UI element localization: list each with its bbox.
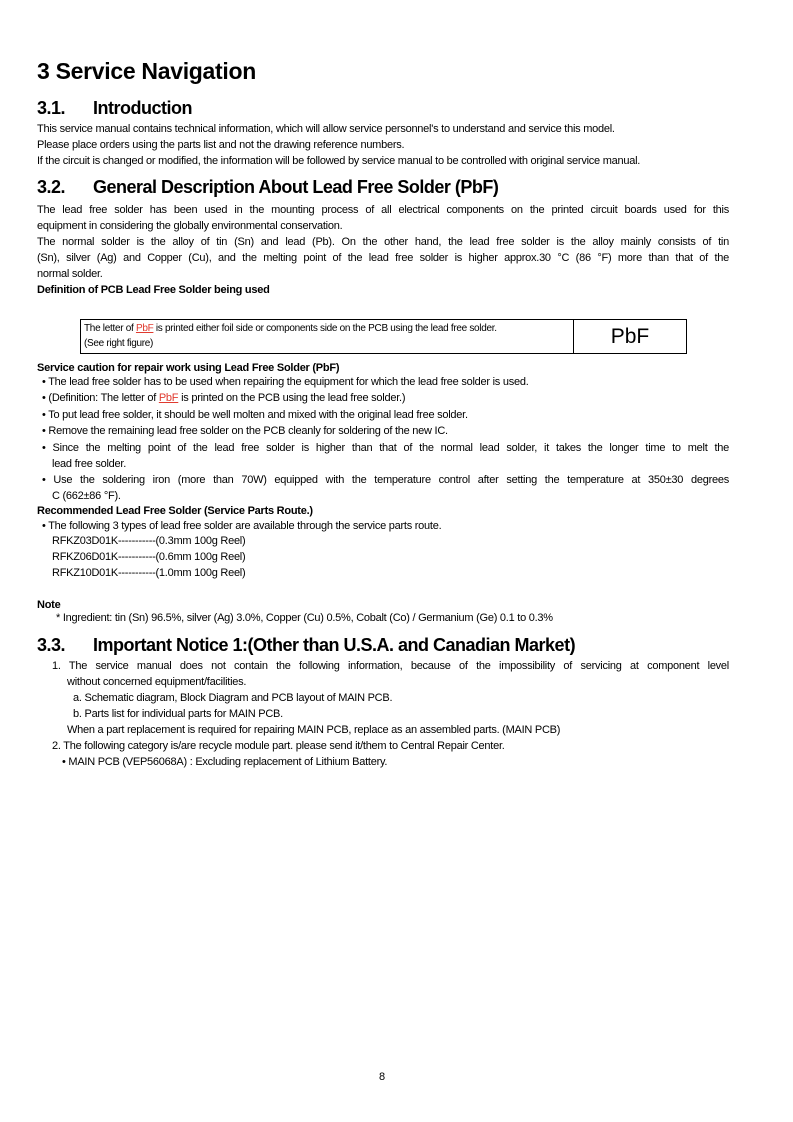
note-heading: Note (37, 599, 61, 611)
note-text: * Ingredient: tin (Sn) 96.5%, silver (Ag) 3.0%, Copper (Cu) 0.5%, Cobalt (Co) / Germanium (Ge) 0.1 to 0.3% (56, 612, 553, 624)
caution-item-cont: lead free solder. (52, 458, 127, 470)
section-title: Introduction (93, 98, 192, 118)
intro-line: This service manual contains technical information, which will allow service personnel's to understand and service this model. (37, 123, 615, 135)
part-item: RFKZ03D01K-----------(0.3mm 100g Reel) (52, 535, 246, 547)
definition-heading: Definition of PCB Lead Free Solder being used (37, 284, 270, 296)
caution-item: • The lead free solder has to be used when repairing the equipment for which the lead free solder is used. (42, 376, 529, 388)
intro-line: Please place orders using the parts list and not the drawing reference numbers. (37, 139, 405, 151)
text: is printed on the PCB using the lead free solder.) (178, 392, 406, 404)
section-title: Important Notice 1:(Other than U.S.A. and Canadian Market) (93, 635, 576, 655)
pbf-box-text (84, 321, 497, 351)
page-number: 8 (379, 1071, 386, 1083)
section-heading-lead-free (37, 176, 498, 198)
text: The letter of (84, 323, 136, 334)
section-title: General Description About Lead Free Solder (PbF) (93, 177, 499, 197)
caution-heading: Service caution for repair work using Lead Free Solder (PbF) (37, 362, 340, 374)
page-title: 3 Service Navigation (37, 58, 256, 84)
recommended-intro: • The following 3 types of lead free solder are available through the service parts route. (42, 520, 442, 532)
caution-item: • Use the soldering iron (more than 70W) equipped with the temperature control after setting the temperature at 350±30 degrees (42, 474, 729, 486)
pbf-logo: PbF (610, 325, 650, 348)
pbf-mark: PbF (135, 323, 154, 334)
caution-item-cont: C (662±86 °F). (52, 490, 121, 502)
notice-line: without concerned equipment/facilities. (67, 676, 247, 688)
notice-line: a. Schematic diagram, Block Diagram and PCB layout of MAIN PCB. (73, 692, 393, 704)
section-number: 3.3. (37, 635, 66, 655)
recommended-heading: Recommended Lead Free Solder (Service Parts Route.) (37, 505, 313, 517)
intro-line: If the circuit is changed or modified, the information will be followed by service manual to be controlled with original service manual. (37, 155, 641, 167)
section-heading-important-notice (37, 634, 575, 656)
section-number: 3.2. (37, 177, 66, 197)
part-item: RFKZ06D01K-----------(0.6mm 100g Reel) (52, 551, 246, 563)
paragraph-line: (Sn), silver (Ag) and Copper (Cu), and the melting point of the lead free solder is higher approx.30 °C (86 °F) more than that of the (37, 252, 729, 264)
text: • (Definition: The letter of (42, 392, 159, 404)
section-heading-introduction (37, 97, 192, 119)
text: (See right figure) (84, 338, 154, 349)
caution-item: • Remove the remaining lead free solder on the PCB cleanly for soldering of the new IC. (42, 425, 448, 437)
notice-line: • MAIN PCB (VEP56068A) : Excluding replacement of Lithium Battery. (62, 756, 388, 768)
paragraph-line: The lead free solder has been used in the mounting process of all electrical components on the printed circuit boards used for this (37, 204, 729, 216)
caution-item: • To put lead free solder, it should be well molten and mixed with the original lead free solder. (42, 409, 468, 421)
paragraph-line: equipment in considering the globally environmental conservation. (37, 220, 343, 232)
caution-item (42, 391, 405, 405)
notice-line: 2. The following category is/are recycle module part. please send it/them to Central Repair Center. (52, 740, 505, 752)
part-item: RFKZ10D01K-----------(1.0mm 100g Reel) (52, 567, 246, 579)
notice-line: When a part replacement is required for repairing MAIN PCB, replace as an assembled parts. (MAIN PCB) (67, 724, 561, 736)
notice-line: 1. The service manual does not contain the following information, because of the impossibility of servicing at component level (52, 660, 729, 672)
caution-item: • Since the melting point of the lead free solder is higher than that of the normal lead solder, it takes the longer time to melt the (42, 442, 729, 454)
section-number: 3.1. (37, 98, 66, 118)
paragraph-line: normal solder. (37, 268, 103, 280)
notice-line: b. Parts list for individual parts for MAIN PCB. (73, 708, 283, 720)
paragraph-line: The normal solder is the alloy of tin (Sn) and lead (Pb). On the other hand, the lead free solder is the alloy mainly consists of tin (37, 236, 729, 248)
text: is printed either foil side or components side on the PCB using the lead free solder. (153, 323, 497, 334)
pbf-mark: PbF (158, 392, 179, 404)
pbf-definition-box (80, 319, 687, 354)
